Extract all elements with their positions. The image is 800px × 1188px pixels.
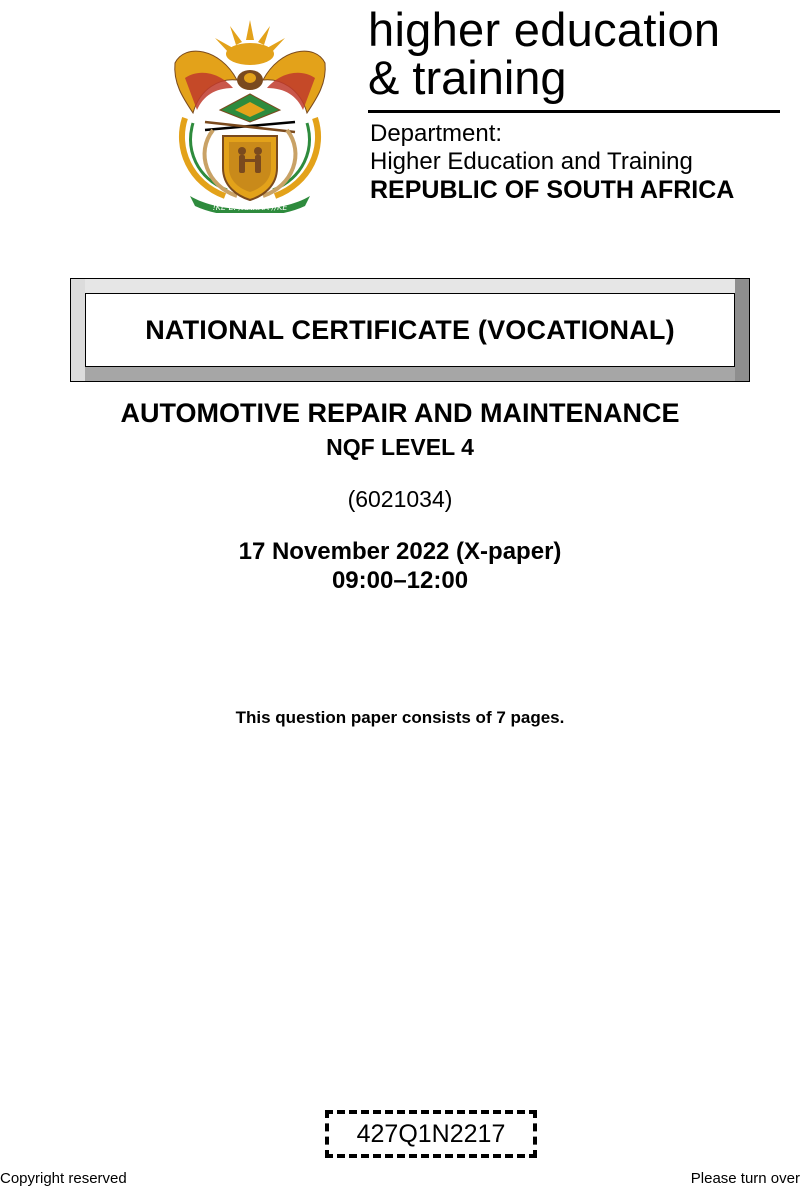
footer-turn-over: Please turn over bbox=[690, 1170, 800, 1187]
certificate-title: NATIONAL CERTIFICATE (VOCATIONAL) bbox=[145, 314, 675, 345]
brand-divider bbox=[368, 110, 780, 113]
paper-code: 427Q1N2217 bbox=[356, 1119, 506, 1148]
bevel-bottom bbox=[71, 367, 749, 381]
exam-level: NQF LEVEL 4 bbox=[326, 434, 474, 460]
country-name: REPUBLIC OF SOUTH AFRICA bbox=[370, 176, 735, 204]
page-count-note: This question paper consists of 7 pages. bbox=[235, 708, 565, 727]
exam-time: 09:00–12:00 bbox=[331, 567, 469, 594]
footer-copyright: Copyright reserved bbox=[0, 1170, 127, 1187]
bevel-right bbox=[735, 279, 749, 381]
brand-line-training: & training bbox=[368, 51, 567, 104]
department-label: Department: bbox=[370, 120, 503, 147]
bevel-top bbox=[71, 279, 749, 293]
coat-of-arms-emblem bbox=[165, 18, 335, 213]
coat-of-arms-icon bbox=[165, 18, 335, 213]
department-name: Higher Education and Training bbox=[370, 148, 693, 175]
certificate-title-box bbox=[70, 278, 750, 382]
brand-line-higher-education: higher education bbox=[368, 3, 721, 56]
paper-code-box bbox=[325, 1110, 537, 1158]
emblem-motto: !KE E: /XARRA //KE bbox=[212, 203, 288, 212]
exam-subject: AUTOMOTIVE REPAIR AND MAINTENANCE bbox=[120, 398, 680, 428]
bevel-left bbox=[71, 279, 85, 381]
exam-code: (6021034) bbox=[347, 486, 453, 512]
certificate-title-panel bbox=[85, 293, 735, 367]
exam-date: 17 November 2022 (X-paper) bbox=[238, 538, 562, 565]
